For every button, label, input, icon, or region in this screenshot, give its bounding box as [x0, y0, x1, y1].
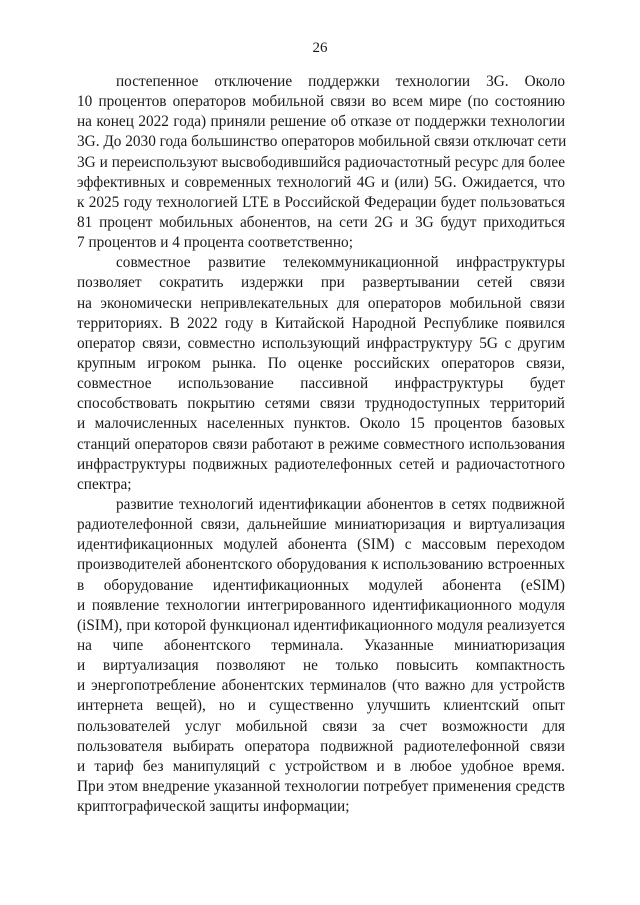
- text-line: инфраструктуры подвижных радиотелефонных сетей и радиочастотного: [77, 455, 565, 473]
- text-line: идентификационных модулей абонента (SIM) с массовым переходом: [77, 536, 565, 554]
- text-line: совместное развитие телекоммуникационной инфраструктуры: [116, 254, 565, 272]
- text-line: на конец 2022 года) приняли решение об отказе от поддержки технологии: [77, 113, 565, 131]
- text-line: в оборудование идентификационных модулей абонента (eSIM): [77, 576, 565, 594]
- text-line: на экономически непривлекательных для операторов мобильной связи: [77, 294, 565, 312]
- text-line: спектра;: [77, 475, 132, 493]
- text-line: криптографической защиты информации;: [77, 798, 350, 816]
- text-line: производителей абонентского оборудования к использованию встроенных: [77, 556, 565, 574]
- text-line: станций операторов связи работают в режиме совместного использования: [77, 435, 565, 453]
- text-line: крупным игроком рынка. По оценке российских операторов связи,: [77, 354, 565, 372]
- text-line: радиотелефонной связи, дальнейшие миниатюризация и виртуализация: [77, 516, 565, 534]
- body-text: [77, 72, 565, 817]
- text-line: позволяет сократить издержки при развертывании сетей связи: [77, 274, 565, 292]
- text-line: и появление технологии интегрированного идентификационного модуля: [77, 596, 565, 614]
- text-line: При этом внедрение указанной технологии потребует применения средств: [77, 777, 565, 795]
- text-line: и энергопотребление абонентских терминалов (что важно для устройств: [77, 677, 565, 695]
- text-line: 81 процент мобильных абонентов, на сети 2G и 3G будут приходиться: [77, 213, 565, 231]
- text-line: пользователя выбирать оператора подвижной радиотелефонной связи: [77, 737, 565, 755]
- text-line: к 2025 году технологией LTE в Российской Федерации будет пользоваться: [77, 193, 565, 211]
- text-line: развитие технологий идентификации абонентов в сетях подвижной: [116, 495, 565, 513]
- text-line: и тариф без манипуляций с устройством и в любое удобное время.: [77, 757, 565, 775]
- text-line: оператор связи, совместно использующий инфраструктуру 5G с другим: [77, 334, 565, 352]
- text-line: интернета вещей), но и существенно улучшить клиентский опыт: [77, 697, 565, 715]
- text-line: эффективных и современных технологий 4G и (или) 5G. Ожидается, что: [77, 173, 565, 191]
- text-line: пользователей услуг мобильной связи за счет возможности для: [77, 717, 565, 735]
- text-line: территориях. В 2022 году в Китайской Народной Республике появился: [77, 314, 565, 332]
- text-line: 3G. До 2030 года большинство операторов мобильной связи отключат сети: [77, 133, 567, 151]
- text-line: совместное использование пассивной инфраструктуры будет: [77, 375, 565, 393]
- text-line: на чипе абонентского терминала. Указанные миниатюризация: [77, 636, 565, 654]
- text-line: 10 процентов операторов мобильной связи во всем мире (по состоянию: [77, 93, 565, 111]
- text-line: (iSIM), при которой функционал идентификационного модуля реализуется: [77, 616, 565, 634]
- text-line: способствовать покрытию сетями связи труднодоступных территорий: [77, 395, 565, 413]
- text-line: и малочисленных населенных пунктов. Около 15 процентов базовых: [77, 415, 565, 433]
- page-number: 26: [312, 40, 328, 56]
- text-line: 3G и переиспользуют высвободившийся радиочастотный ресурс для более: [77, 153, 565, 171]
- text-line: 7 процентов и 4 процента соответственно;: [77, 234, 353, 252]
- text-line: постепенное отключение поддержки технологии 3G. Около: [116, 73, 565, 90]
- text-line: и виртуализация позволяют не только повысить компактность: [77, 657, 565, 675]
